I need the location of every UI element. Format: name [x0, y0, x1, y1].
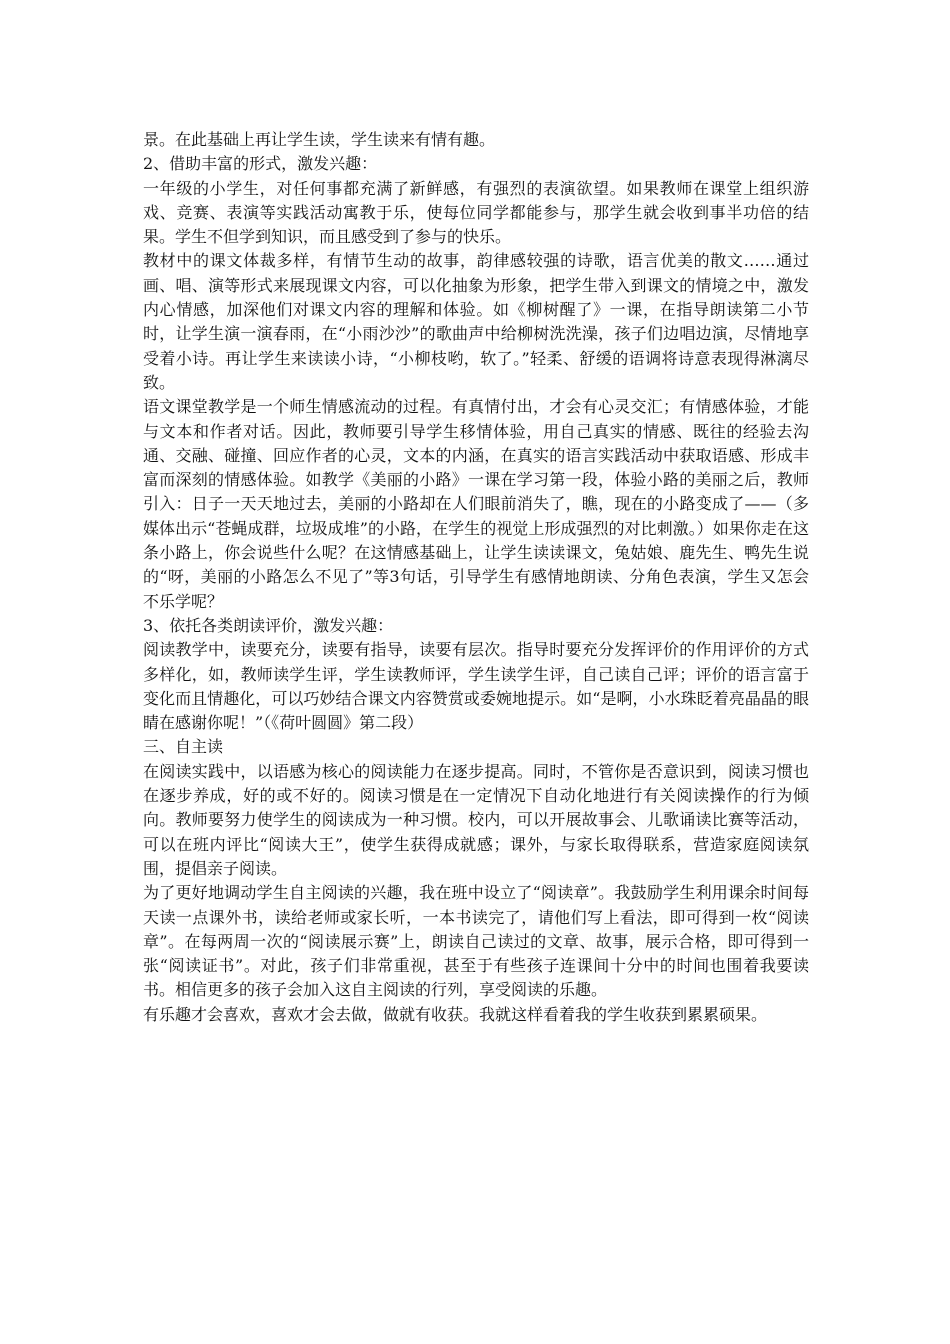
paragraph: 在阅读实践中，以语感为核心的阅读能力在逐步提高。同时，不管你是否意识到，阅读习惯也在逐步养成，好的或不好的。阅读习惯是在一定情况下自动化地进行有关阅读操作的行为倾向。教师要努力使学生的阅读成为一种习惯。校内，可以开展故事会、儿歌诵读比赛等活动，可以在班内评比“阅读大王”，使学生获得成就感；课外，与家长取得联系，营造家庭阅读氛围，提倡亲子阅读。 [143, 761, 809, 878]
section-heading-3: 3、依托各类朗读评价，激发兴趣： [143, 615, 394, 635]
document-body [143, 128, 809, 1027]
paragraph: 为了更好地调动学生自主阅读的兴趣，我在班中设立了“阅读章”。我鼓励学生利用课余时间每天读一点课外书，读给老师或家长听，一本书读完了，请他们写上看法，即可得到一枚“阅读章”。在每两周一次的“阅读展示赛”上，朗读自己读过的文章、故事，展示合格，即可得到一张“阅读证书”。对此，孩子们非常重视，甚至于有些孩子连课间十分中的时间也围着我要读书。相信更多的孩子会加入这自主阅读的行列，享受阅读的乐趣。 [143, 883, 809, 1000]
section-heading-2: 2、借助丰富的形式，激发兴趣： [143, 154, 378, 174]
paragraph-closing: 有乐趣才会喜欢，喜欢才会去做，做就有收获。我就这样看着我的学生收获到累累硕果。 [143, 1004, 768, 1024]
paragraph: 阅读教学中，读要充分，读要有指导，读要有层次。指导时要充分发挥评价的作用评价的方式多样化，如，教师读学生评，学生读教师评，学生读学生评，自己读自己评；评价的语言富于变化而且情趣化，可以巧妙结合课文内容赞赏或委婉地提示。如“是啊，小水珠眨着亮晶晶的眼睛在感谢你呢！”（《荷叶圆圆》第二段） [143, 640, 809, 733]
paragraph: 一年级的小学生，对任何事都充满了新鲜感，有强烈的表演欲望。如果教师在课堂上组织游戏、竞赛、表演等实践活动寓教于乐，使每位同学都能参与，那学生就会收到事半功倍的结果。学生不但学到知识，而且感受到了参与的快乐。 [143, 178, 809, 247]
paragraph: 教材中的课文体裁多样，有情节生动的故事，韵律感较强的诗歌，语言优美的散文……通过画、唱、演等形式来展现课文内容，可以化抽象为形象，把学生带入到课文的情境之中，激发内心情感，加深他们对课文内容的理解和体验。如《柳树醒了》一课，在指导朗读第二小节时，让学生演一演春雨，在“小雨沙沙”的歌曲声中给柳树洗洗澡，孩子们边唱边演，尽情地享受着小诗。再让学生来读读小诗，“小柳枝哟，软了。”轻柔、舒缓的语调将诗意表现得淋漓尽致。 [143, 251, 809, 392]
section-heading-self-reading: 三、自主读 [143, 737, 224, 757]
paragraph: 语文课堂教学是一个师生情感流动的过程。有真情付出，才会有心灵交汇；有情感体验，才能与文本和作者对话。因此，教师要引导学生移情体验，用自己真实的情感、既往的经验去沟通、交融、碰撞、回应作者的心灵，文本的内涵，在真实的语言实践活动中获取语感、形成丰富而深刻的情感体验。如教学《美丽的小路》一课在学习第一段，体验小路的美丽之后，教师引入：日子一天天地过去，美丽的小路却在人们眼前消失了，瞧，现在的小路变成了——（多媒体出示“苍蝇成群，垃圾成堆”的小路，在学生的视觉上形成强烈的对比刺激。）如果你走在这条小路上，你会说些什么呢？在这情感基础上，让学生读读课文，兔姑娘、鹿先生、鸭先生说的“呀，美丽的小路怎么不见了”等3句话，引导学生有感情地朗读、分角色表演，学生又怎会不乐学呢？ [143, 397, 809, 611]
paragraph-continuation: 景。在此基础上再让学生读，学生读来有情有趣。 [143, 130, 496, 149]
